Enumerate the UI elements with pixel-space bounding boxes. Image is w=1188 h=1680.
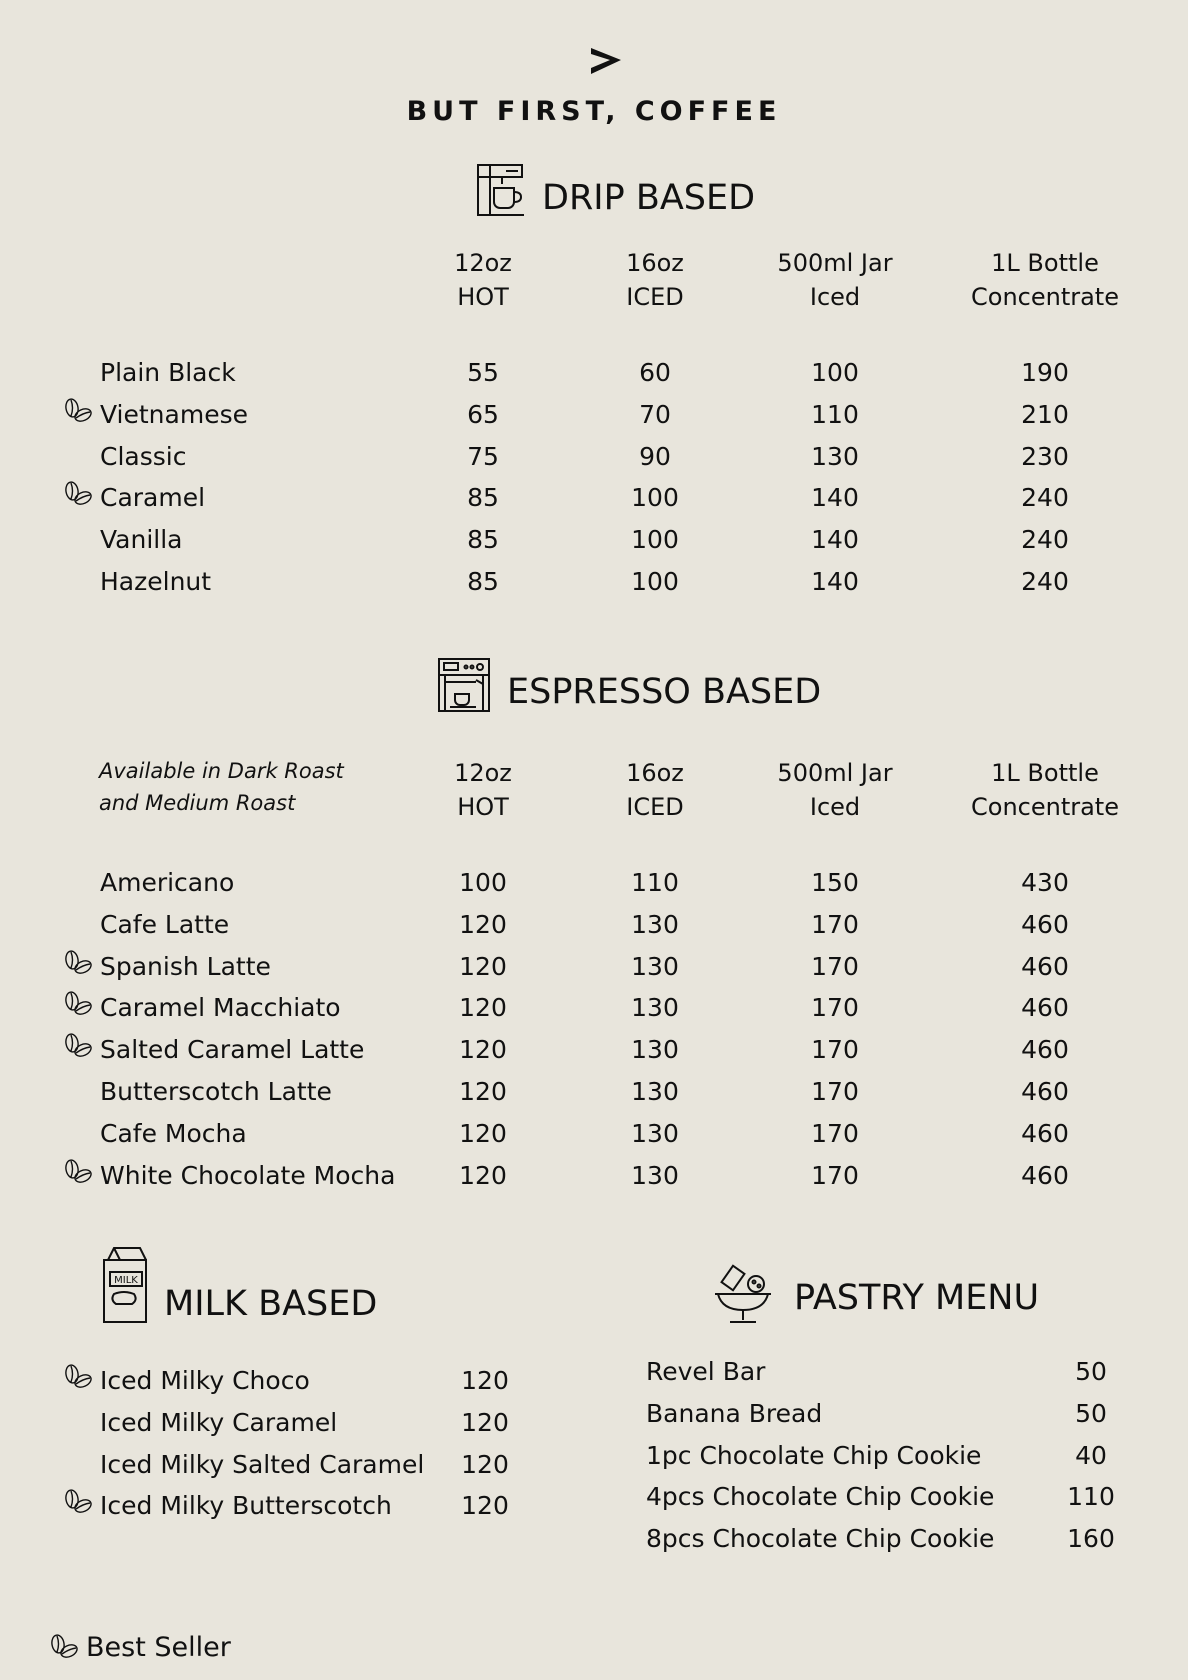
menu-item-price: 170 <box>811 909 859 939</box>
menu-item-price: 460 <box>1021 1035 1069 1065</box>
menu-item-price: 100 <box>631 525 679 555</box>
pastry-item-price: 50 <box>1075 1398 1107 1428</box>
menu-item-name: Vanilla <box>100 525 183 555</box>
col-header-line2: HOT <box>457 283 509 311</box>
menu-item-name: Butterscotch Latte <box>100 1077 332 1106</box>
menu-item-price: 130 <box>811 441 859 471</box>
menu-item-price: 110 <box>631 868 679 897</box>
menu-item-price: 120 <box>459 951 507 981</box>
menu-item-price: 460 <box>1021 909 1069 939</box>
col-header-line1: 1L Bottle <box>991 249 1099 277</box>
best-seller-bean-icon <box>62 991 94 1019</box>
menu-item-name: Hazelnut <box>100 567 212 596</box>
pastry-bowl-icon <box>712 1262 774 1330</box>
espresso-col-header-12oz <box>423 756 543 824</box>
pastry-item-name: 8pcs Chocolate Chip Cookie <box>646 1524 995 1554</box>
menu-item-price: 85 <box>467 483 499 513</box>
espresso-col-header-16oz <box>595 756 715 824</box>
menu-item-name: Cafe Latte <box>100 909 230 939</box>
col-header-line2: Iced <box>809 793 861 821</box>
menu-item-price: 460 <box>1021 1160 1069 1190</box>
menu-item-name: Salted Caramel Latte <box>100 1035 365 1065</box>
pastry-item-name: Revel Bar <box>646 1357 766 1386</box>
col-header-line2: ICED <box>626 283 684 311</box>
menu-item-price: 240 <box>1021 567 1069 596</box>
pastry-item-price: 160 <box>1067 1524 1115 1554</box>
menu-item-price: 170 <box>811 993 859 1023</box>
menu-item-price: 240 <box>1021 525 1069 555</box>
menu-item-price: 120 <box>459 1118 507 1148</box>
menu-item-price: 170 <box>811 1035 859 1065</box>
menu-item-name: White Chocolate Mocha <box>100 1160 396 1190</box>
coffee-machine-icon <box>474 162 528 218</box>
drip-col-header-16oz <box>595 246 715 314</box>
menu-item-price: 430 <box>1021 868 1069 897</box>
menu-item-price: 60 <box>639 358 671 387</box>
menu-item-price: 120 <box>461 1449 509 1479</box>
menu-item-price: 170 <box>811 1118 859 1148</box>
menu-item-price: 85 <box>467 567 499 596</box>
menu-item-price: 130 <box>631 909 679 939</box>
col-header-line1: 1L Bottle <box>991 759 1099 787</box>
col-header-line1: 16oz <box>626 249 684 277</box>
menu-item-price: 100 <box>631 567 679 596</box>
menu-item-price: 210 <box>1021 399 1069 429</box>
menu-item-price: 130 <box>631 993 679 1023</box>
menu-item-price: 460 <box>1021 1077 1069 1106</box>
menu-item-price: 170 <box>811 1077 859 1106</box>
pastry-section-title: PASTRY MENU <box>794 1278 1040 1318</box>
menu-item-price: 120 <box>459 993 507 1023</box>
milk-carton-icon <box>100 1246 150 1326</box>
menu-item-price: 140 <box>811 567 859 596</box>
menu-item-price: 460 <box>1021 1118 1069 1148</box>
menu-item-name: Iced Milky Choco <box>100 1366 310 1395</box>
menu-item-price: 240 <box>1021 483 1069 513</box>
menu-item-price: 190 <box>1021 358 1069 387</box>
menu-item-name: Plain Black <box>100 358 236 387</box>
drip-col-header-500ml <box>760 246 910 314</box>
col-header-line2: ICED <box>626 793 684 821</box>
roast-availability-note <box>99 755 344 819</box>
best-seller-legend: Best Seller <box>86 1632 231 1663</box>
note-line1: Available in Dark Roast <box>99 759 344 783</box>
menu-item-price: 230 <box>1021 441 1069 471</box>
col-header-line2: Concentrate <box>971 283 1119 311</box>
menu-item-price: 130 <box>631 1035 679 1065</box>
drip-col-header-12oz <box>423 246 543 314</box>
menu-item-price: 90 <box>639 441 671 471</box>
best-seller-bean-icon <box>62 398 94 426</box>
pastry-item-price: 110 <box>1067 1482 1115 1512</box>
menu-item-name: Vietnamese <box>100 399 248 429</box>
svg-text:MILK: MILK <box>114 1275 138 1286</box>
espresso-section-title: ESPRESSO BASED <box>507 672 822 712</box>
menu-item-price: 100 <box>631 483 679 513</box>
menu-item-price: 170 <box>811 951 859 981</box>
menu-item-price: 140 <box>811 483 859 513</box>
best-seller-bean-icon <box>62 1159 94 1187</box>
menu-item-price: 55 <box>467 358 499 387</box>
pastry-item-price: 40 <box>1075 1440 1107 1470</box>
note-line2: and Medium Roast <box>99 791 296 815</box>
menu-item-price: 120 <box>461 1491 509 1521</box>
menu-item-price: 65 <box>467 399 499 429</box>
drip-section-title: DRIP BASED <box>542 178 756 218</box>
menu-item-name: Spanish Latte <box>100 951 271 981</box>
menu-item-price: 170 <box>811 1160 859 1190</box>
drip-col-header-1l <box>960 246 1130 314</box>
menu-item-price: 130 <box>631 1118 679 1148</box>
menu-item-price: 120 <box>461 1366 509 1395</box>
menu-item-price: 85 <box>467 525 499 555</box>
menu-item-price: 120 <box>459 1035 507 1065</box>
menu-item-price: 130 <box>631 1160 679 1190</box>
best-seller-bean-icon <box>62 481 94 509</box>
best-seller-bean-icon <box>62 1489 94 1517</box>
espresso-machine-icon <box>436 656 492 714</box>
menu-item-name: Caramel Macchiato <box>100 993 341 1023</box>
menu-item-price: 120 <box>459 909 507 939</box>
pastry-item-name: Banana Bread <box>646 1398 823 1428</box>
menu-item-price: 120 <box>461 1407 509 1437</box>
menu-item-price: 110 <box>811 399 859 429</box>
menu-item-price: 150 <box>811 868 859 897</box>
menu-item-price: 75 <box>467 441 499 471</box>
menu-item-price: 460 <box>1021 951 1069 981</box>
best-seller-bean-icon <box>62 1364 94 1392</box>
col-header-line1: 500ml Jar <box>777 759 893 787</box>
menu-item-name: Americano <box>100 868 235 897</box>
pastry-item-price: 50 <box>1075 1357 1107 1386</box>
espresso-col-header-1l <box>960 756 1130 824</box>
col-header-line2: Concentrate <box>971 793 1119 821</box>
col-header-line2: Iced <box>809 283 861 311</box>
col-header-line1: 500ml Jar <box>777 249 893 277</box>
best-seller-bean-icon <box>62 1033 94 1061</box>
pastry-item-name: 1pc Chocolate Chip Cookie <box>646 1440 982 1470</box>
menu-item-name: Caramel <box>100 483 206 513</box>
menu-item-name: Iced Milky Caramel <box>100 1407 338 1437</box>
menu-item-name: Iced Milky Salted Caramel <box>100 1449 425 1479</box>
menu-item-price: 130 <box>631 951 679 981</box>
menu-item-price: 100 <box>811 358 859 387</box>
menu-item-price: 120 <box>459 1160 507 1190</box>
milk-section-title: MILK BASED <box>164 1284 378 1324</box>
col-header-line1: 16oz <box>626 759 684 787</box>
col-header-line1: 12oz <box>454 249 512 277</box>
menu-item-name: Cafe Mocha <box>100 1118 247 1148</box>
best-seller-bean-icon <box>62 950 94 978</box>
menu-item-price: 140 <box>811 525 859 555</box>
menu-item-price: 130 <box>631 1077 679 1106</box>
menu-item-name: Classic <box>100 441 187 471</box>
chevron-logo-icon <box>588 44 624 80</box>
menu-item-price: 120 <box>459 1077 507 1106</box>
brand-title: BUT FIRST, COFFEE <box>406 96 782 127</box>
menu-item-price: 460 <box>1021 993 1069 1023</box>
coffee-bean-icon <box>48 1634 80 1662</box>
menu-item-name: Iced Milky Butterscotch <box>100 1491 392 1521</box>
menu-item-price: 100 <box>459 868 507 897</box>
col-header-line1: 12oz <box>454 759 512 787</box>
col-header-line2: HOT <box>457 793 509 821</box>
menu-item-price: 70 <box>639 399 671 429</box>
espresso-col-header-500ml <box>760 756 910 824</box>
pastry-item-name: 4pcs Chocolate Chip Cookie <box>646 1482 995 1512</box>
